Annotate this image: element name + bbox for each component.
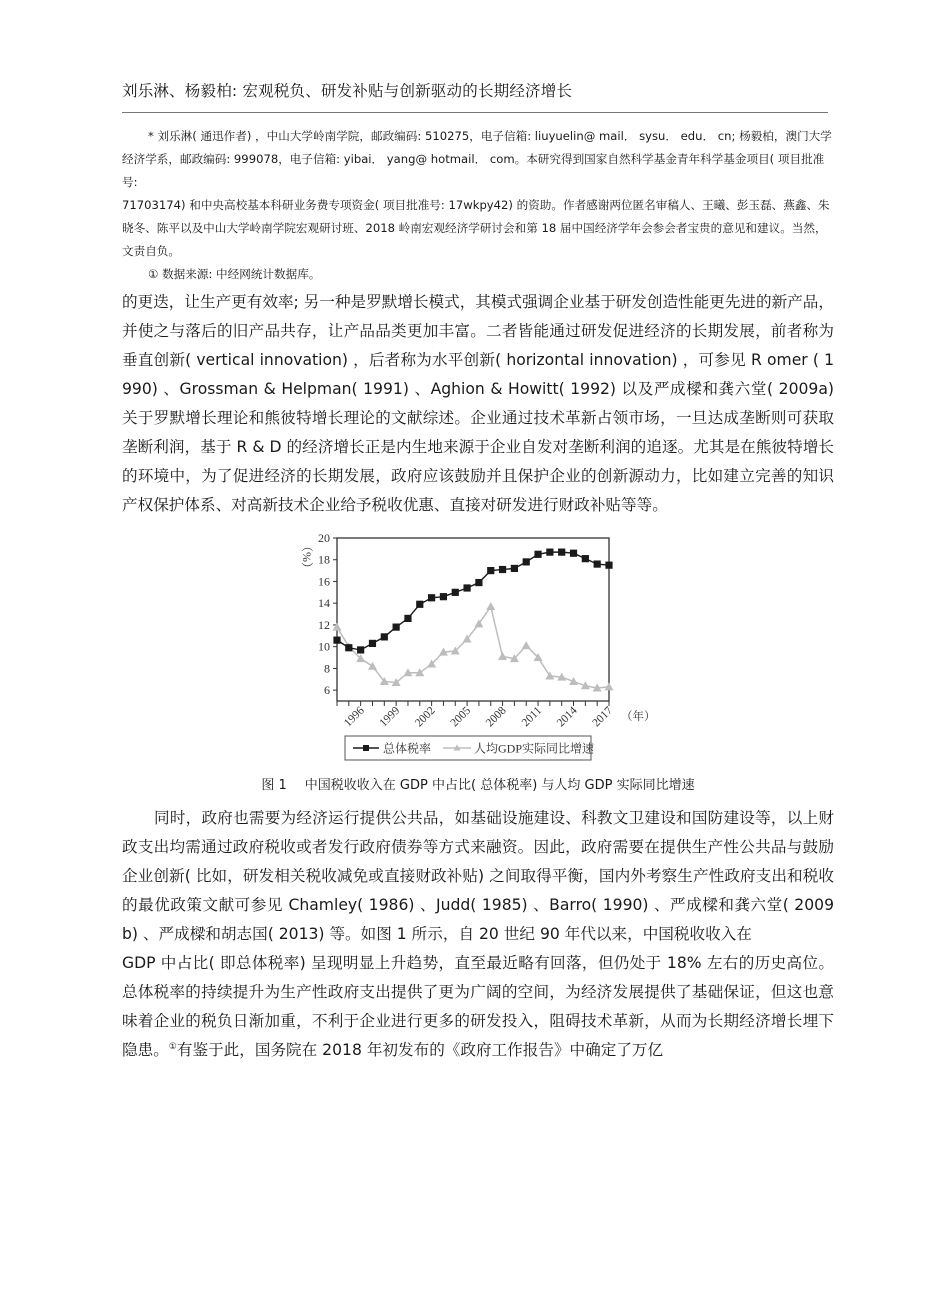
- body-paragraph-1: [122, 288, 834, 520]
- running-header: 刘乐淋、杨毅柏: 宏观税负、研发补贴与创新驱动的长期经济增长: [122, 82, 573, 100]
- data-point-triangle: [522, 641, 531, 649]
- body-paragraph-3: [122, 949, 834, 1065]
- funding-footnote: 71703174) 和中央高校基本科研业务费专项资金( 项目批准号: 17wkpy42) 的资助。作者感谢两位匿名审稿人、王曦、彭玉磊、燕鑫、朱晓冬、陈平以及中山大学岭南学院宏观研讨班、2018 岭南宏观经济学研讨会和第 18 届中国经济学年会参会者宝贵的意见和建议。当然，文责自负。: [122, 198, 830, 258]
- y-tick-label: 10: [318, 639, 330, 654]
- data-point-square: [594, 560, 601, 567]
- x-tick-label: 2005: [448, 704, 474, 730]
- data-point-square: [440, 593, 447, 600]
- data-point-square: [416, 601, 423, 608]
- data-point-square: [582, 555, 589, 562]
- data-point-square: [393, 624, 400, 631]
- data-point-square: [333, 637, 340, 644]
- data-point-square: [546, 549, 553, 556]
- data-point-square: [570, 550, 577, 557]
- chart-legend: [345, 736, 594, 760]
- footnotes: [122, 125, 834, 286]
- paragraph-text: [122, 949, 834, 1065]
- data-point-square: [357, 646, 364, 653]
- series-line-total-tax-rate: [337, 552, 609, 650]
- data-point-triangle: [368, 662, 377, 670]
- data-point-square: [558, 549, 565, 556]
- figure-number: 图 1: [261, 778, 287, 793]
- header-divider: [122, 112, 828, 113]
- paragraph-text-part: GDP 中占比( 即总体税率) 呈现明显上升趋势，直至最近略有回落，但仍处于 18% 左右的历史高位。总体税率的持续提升为生产性政府支出提供了更为广阔的空间，为经济发展提供了基础保证，但这也意味着企业的税负日渐加重，不利于企业进行更多的研发投入，阻碍技术革新，从而为长期经济增长埋下隐患。: [122, 954, 834, 1059]
- data-point-square: [511, 565, 518, 572]
- figure-caption-text: 中国税收收入在 GDP 中占比( 总体税率) 与人均 GDP 实际同比增速: [304, 778, 695, 793]
- y-tick-label: 8: [324, 661, 330, 676]
- data-point-square: [534, 551, 541, 558]
- footnote-marker[interactable]: ①: [168, 1041, 177, 1052]
- paragraph-text: 的更迭，让生产更有效率; 另一种是罗默增长模式，其模式强调企业基于研发创造性能更先进的新产品，并使之与落后的旧产品共存，让产品品类更加丰富。二者皆能通过研发促进经济的长期发展，前者称为垂直创新( vertical innovation) ，后者称为水平创新( horizontal innovation) ，可参见 R omer ( 1990) 、Grossman & Helpman( 1991) 、Aghion & Howitt( 1992) 以及严成樑和龚六堂( 2009a) 关于罗默增长理论和熊彼特增长理论的文献综述。企业通过技术革新占领市场，一旦达成垄断则可获取垄断利润，基于 R & D 的经济增长正是内生地来源于企业自发对垄断利润的追逐。尤其是在熊彼特增长的环境中，为了促进经济的长期发展，政府应该鼓励并且保护企业的创新源动力，比如建立完善的知识产权保护体系、对高新技术企业给予税收优惠、直接对研发进行财政补贴等等。: [122, 293, 834, 514]
- data-point-square: [381, 633, 388, 640]
- legend-marker-square: [363, 745, 369, 751]
- paragraph-text-part: 有鉴于此，国务院在 2018 年初发布的《政府工作报告》中确定了万亿: [176, 1041, 664, 1059]
- data-point-square: [487, 567, 494, 574]
- data-point-square: [605, 562, 612, 569]
- body-paragraph-2: [122, 804, 834, 949]
- figure-caption: [122, 776, 834, 796]
- data-point-square: [369, 640, 376, 647]
- data-point-triangle: [486, 602, 495, 610]
- x-tick-label: 1996: [342, 704, 367, 730]
- x-tick-label: 2017: [590, 704, 616, 730]
- data-point-square: [499, 566, 506, 573]
- y-axis-label: （%）: [300, 540, 314, 574]
- data-point-square: [475, 579, 482, 586]
- x-tick-label: 2002: [412, 704, 438, 730]
- data-point-square: [428, 594, 435, 601]
- x-tick-label: 2011: [519, 704, 545, 730]
- data-point-square: [404, 615, 411, 622]
- chart-series: [333, 549, 614, 692]
- y-tick-label: 16: [318, 574, 330, 589]
- data-source-footnote: ① 数据来源: 中经网统计数据库。: [148, 267, 321, 281]
- paper-page: [122, 80, 834, 1065]
- figure-1-chart: [295, 526, 675, 766]
- data-point-square: [345, 644, 352, 651]
- data-point-triangle: [498, 652, 507, 660]
- y-tick-label: 12: [318, 617, 330, 632]
- legend-label-total-tax-rate: 总体税率: [383, 741, 432, 756]
- y-tick-label: 6: [324, 683, 330, 698]
- author-footnote: * 刘乐淋( 通迅作者) ，中山大学岭南学院，邮政编码: 510275，电子信箱: liuyuelin@ mail． sysu． edu． cn; 杨毅柏，澳门大学经济学系，邮政编码: 999078，电子信箱: yibai． yang@ hotmail． com。本研究得到国家自然科学基金青年科学基金项目( 项目批准号:: [122, 129, 832, 189]
- line-chart: [295, 526, 675, 766]
- y-tick-label: 18: [318, 552, 330, 567]
- x-axis-label: （年）: [621, 711, 656, 723]
- series-line-gdp-growth: [337, 606, 609, 688]
- data-point-square: [452, 589, 459, 596]
- legend-label-gdp-growth: 人均GDP实际同比增速: [474, 741, 595, 756]
- data-point-triangle: [333, 623, 342, 631]
- y-tick-label: 20: [318, 531, 330, 545]
- x-tick-label: 2008: [483, 704, 509, 730]
- y-tick-label: 14: [318, 596, 330, 611]
- x-tick-label: 2014: [554, 704, 580, 730]
- data-point-square: [523, 558, 530, 565]
- data-point-square: [463, 584, 470, 591]
- data-point-triangle: [545, 672, 554, 680]
- data-point-triangle: [605, 682, 614, 690]
- plot-frame: [337, 538, 609, 701]
- x-tick-label: 1999: [377, 704, 403, 730]
- paragraph-text: 同时，政府也需要为经济运行提供公共品，如基础设施建设、科教文卫建设和国防建设等，以上财政支出均需通过政府税收或者发行政府债券等方式来融资。因此，政府需要在提供生产性公共品与鼓励企业创新( 比如，研发相关税收减免或直接财政补贴) 之间取得平衡，国内外考察生产性政府支出和税收的最优政策文献可参见 Chamley( 1986) 、Judd( 1985) 、Barro( 1990) 、严成樑和龚六堂( 2009b) 、严成樑和胡志国( 2013) 等。如图 1 所示，自 20 世纪 90 年代以来，中国税收收入在: [122, 809, 834, 943]
- chart-axes: [300, 531, 656, 729]
